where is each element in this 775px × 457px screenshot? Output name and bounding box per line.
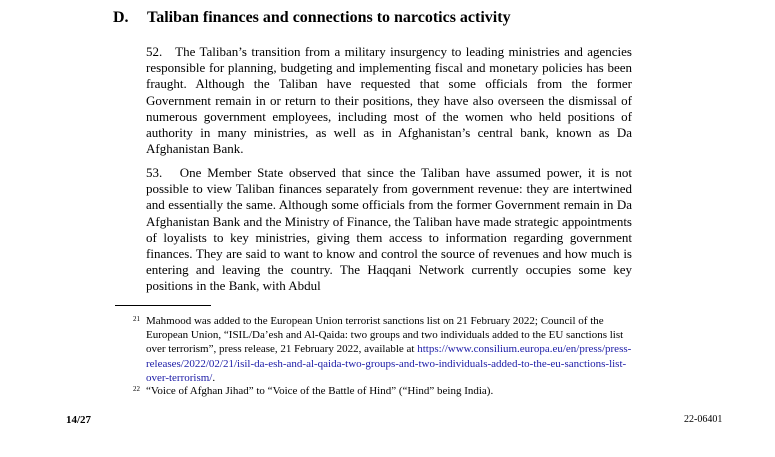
paragraph-text: One Member State observed that since the Taliban have assumed power, it is not possible to view Taliban finances separately from government revenue: they are intertwined and essentially the same. Although some officials from the former Government remain in Da Afghanistan Bank and the Ministry of Finance, the Taliban have made strategic appointments of loyalists to key ministries, giving them access to information regarding government finances. They are said to want to know and control the source of revenues and how much is entering and leaving the country. The Haqqani Network currently occupies some key positions in the Bank, with Abdul [146,165,633,294]
section-title: Taliban finances and connections to narcotics activity [147,9,511,26]
page-number: 14/27 [66,414,92,426]
paragraph-53 [146,165,632,295]
footnote-21 [133,314,636,385]
section-letter: D. [113,9,129,26]
document-code: 22-06401 [684,414,723,425]
footnote-mark: 22 [133,385,140,393]
footnote-link[interactable]: https://www.consilium.europa.eu/en/press/press-releases/2022/02/21/isil-da-esh-and-al-qaida-two-groups-and-two-individuals-added-to-the-eu-sanctions-list-over-terrorism/ [146,343,632,384]
footnote-separator [115,305,211,306]
paragraph-text: The Taliban’s transition from a military insurgency to leading ministries and agencies responsible for planning, budgeting and implementing fiscal and monetary policies has been fraught. Although the Taliban have requested that some officials from the former Government remain in or return to their positions, they have also overseen the dismissal of numerous government employees, including most of the women who held positions of authority in many ministries, as well as in Afghanistan’s central bank, known as Da Afghanistan Bank. [146,44,632,157]
section-heading [113,9,511,27]
footnote-text: “Voice of Afghan Jihad” to “Voice of the Battle of Hind” (“Hind” being India). [146,385,494,397]
footnote-text: Mahmood was added to the European Union terrorist sanctions list on 21 February 2022; Council of the European Union, “ISIL/Da’esh and Al-Qaida: two groups and two individuals added to the EU sanctions list over terrorism”, press release, 21 February 2022, available at [146,315,624,356]
footnote-period: . [212,371,216,384]
paragraph-number: 52. [146,44,163,59]
footnote-mark: 21 [133,315,140,323]
paragraph-number: 53. [146,165,163,180]
paragraph-52 [146,44,632,157]
footnote-22 [133,384,636,398]
